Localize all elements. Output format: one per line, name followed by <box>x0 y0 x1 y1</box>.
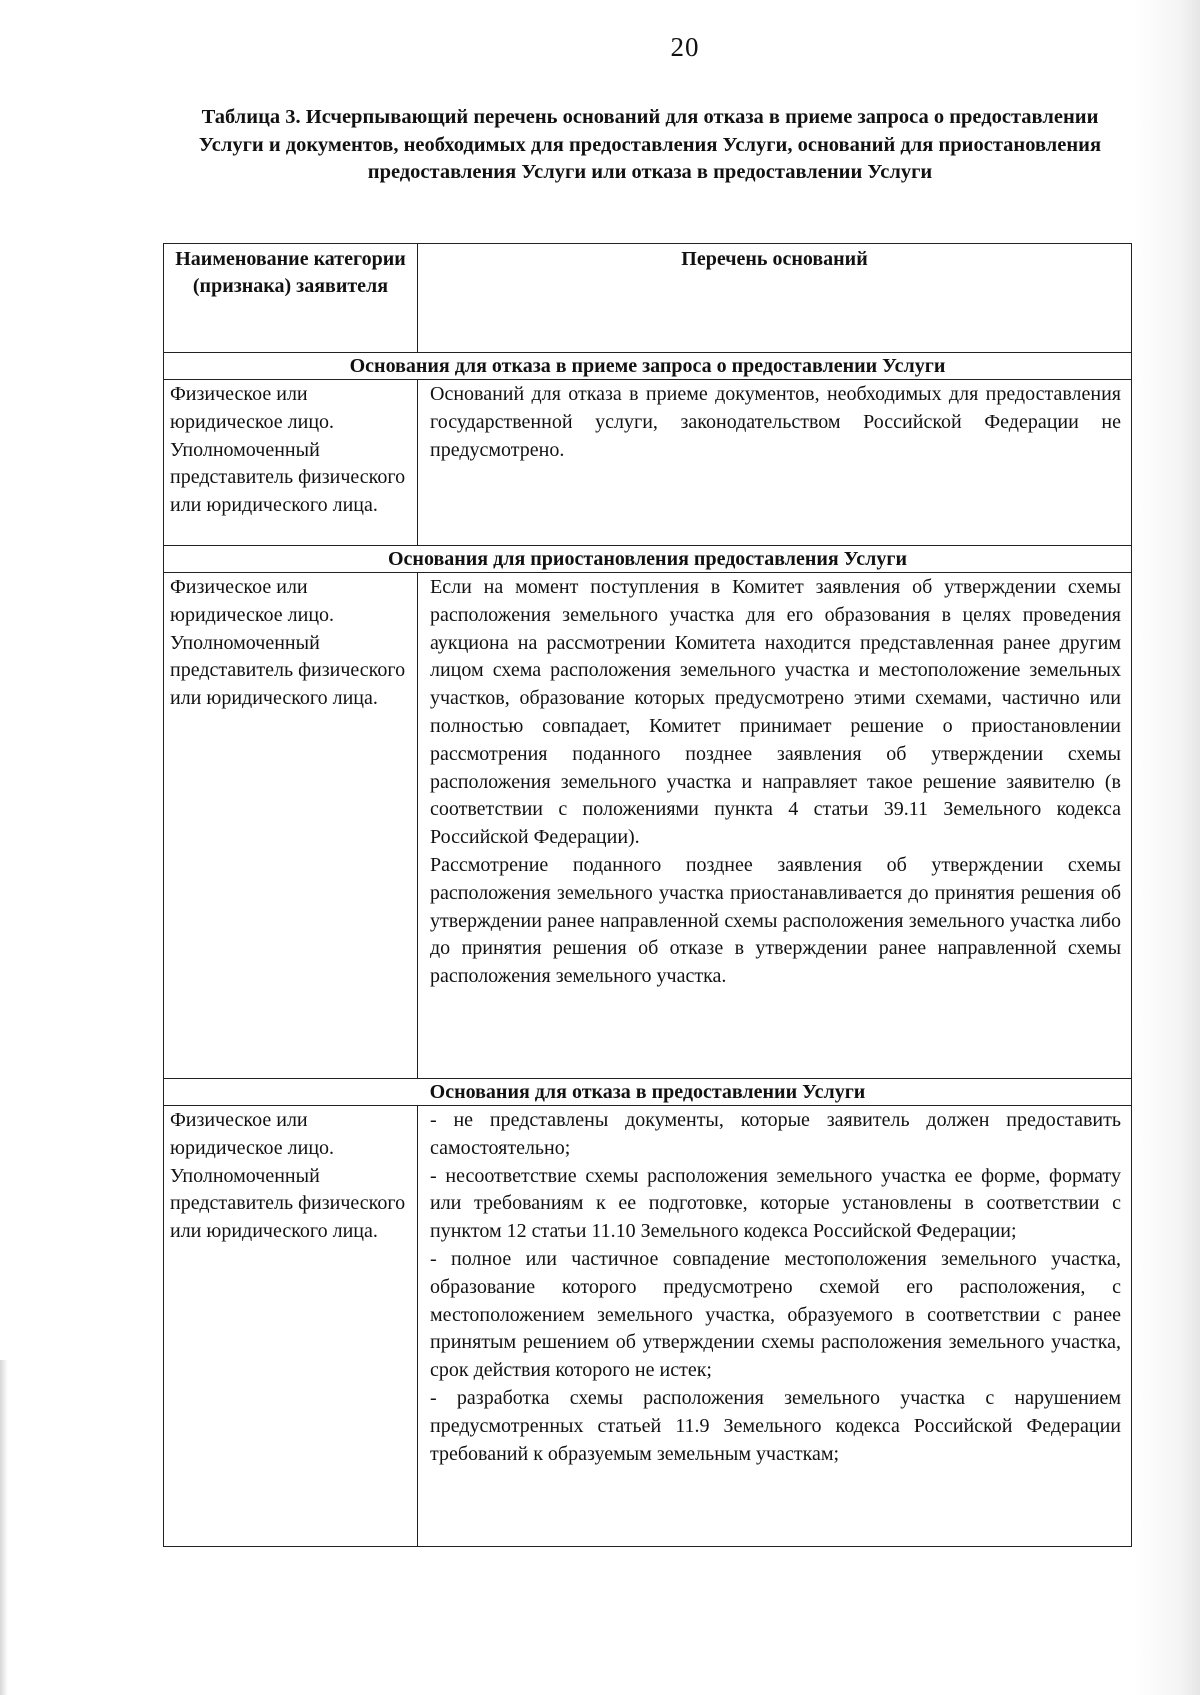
grounds-paragraph: - разработка схемы расположения земельного участка с нарушением предусмотренных статьей 11.9 Земельного кодекса Российской Федерации требований к образуемым земельным участкам; <box>430 1386 1121 1465</box>
section-title-refusal-service: Основания для отказа в предоставлении Услуги <box>164 1079 1132 1106</box>
page-number: 20 <box>670 32 700 62</box>
scan-edge <box>0 1360 8 1695</box>
grounds-paragraph: - не представлены документы, которые заявитель должен предоставить самостоятельно; <box>430 1109 1121 1159</box>
grounds-cell <box>418 1106 1132 1547</box>
table-row <box>164 380 1132 546</box>
table-row <box>164 1106 1132 1547</box>
page-edge-shadow <box>1134 0 1200 1695</box>
section-title-suspension: Основания для приостановления предоставления Услуги <box>164 546 1132 573</box>
section-title-row <box>164 1079 1132 1106</box>
grounds-paragraph: Оснований для отказа в приеме документов, необходимых для предоставления государственной услуги, законодательством Российской Федерации не предусмотрено. <box>430 383 1121 461</box>
grounds-paragraph: Если на момент поступления в Комитет заявления об утверждении схемы расположения земельного участка для его образования в целях проведения аукциона на рассмотрении Комитета находится представленная ранее другим лицом схема расположения земельного участка и местоположение земельных участков, образование которых предусмотрено этими схемами, частично или полностью совпадает, Комитет принимает решение о приостановлении рассмотрения поданного позднее заявления об утверждении схемы расположения земельного участка и направляет такое решение заявителю (в соответствии с положениями пункта 4 статьи 39.11 Земельного кодекса Российской Федерации). <box>430 576 1121 849</box>
table-row <box>164 573 1132 1079</box>
table-header-row <box>164 244 1132 353</box>
applicant-category: Физическое или юридическое лицо. Уполномоченный представитель физического или юридического лица. <box>164 573 418 1079</box>
grounds-table <box>163 243 1132 1547</box>
table-caption: Таблица 3. Исчерпывающий перечень оснований для отказа в приеме запроса о предоставлении Услуги и документов, необходимых для предоставления Услуги, оснований для приостановления предоставления Услуги или отказа в предоставлении Услуги <box>198 106 1102 183</box>
grounds-cell <box>418 573 1132 1079</box>
section-title-refusal-intake: Основания для отказа в приеме запроса о предоставлении Услуги <box>164 353 1132 380</box>
applicant-category: Физическое или юридическое лицо. Уполномоченный представитель физического или юридического лица. <box>164 1106 418 1547</box>
applicant-category: Физическое или юридическое лицо. Уполномоченный представитель физического или юридического лица. <box>164 380 418 546</box>
header-category: Наименование категории (признака) заявителя <box>164 244 418 353</box>
section-title-row <box>164 353 1132 380</box>
section-title-row <box>164 546 1132 573</box>
header-grounds: Перечень оснований <box>418 244 1132 353</box>
grounds-cell <box>418 380 1132 546</box>
grounds-paragraph: - несоответствие схемы расположения земельного участка ее форме, формату или требованиям к ее подготовке, которые установлены в соответствии с пунктом 12 статьи 11.10 Земельного кодекса Российской Федерации; <box>430 1164 1121 1243</box>
grounds-paragraph: Рассмотрение поданного позднее заявления об утверждении схемы расположения земельного участка приостанавливается до принятия решения об утверждении ранее направленной схемы расположения земельного участка либо до принятия решения об отказе в утверждении ранее направленной схемы расположения земельного участка. <box>430 853 1121 988</box>
grounds-paragraph: - полное или частичное совпадение местоположения земельного участка, образование которого предусмотрено схемой его расположения, с местоположением земельного участка, образуемого в соответствии с ранее принятым решением об утверждении схемы расположения земельного участка, срок действия которого не истек; <box>430 1247 1121 1382</box>
